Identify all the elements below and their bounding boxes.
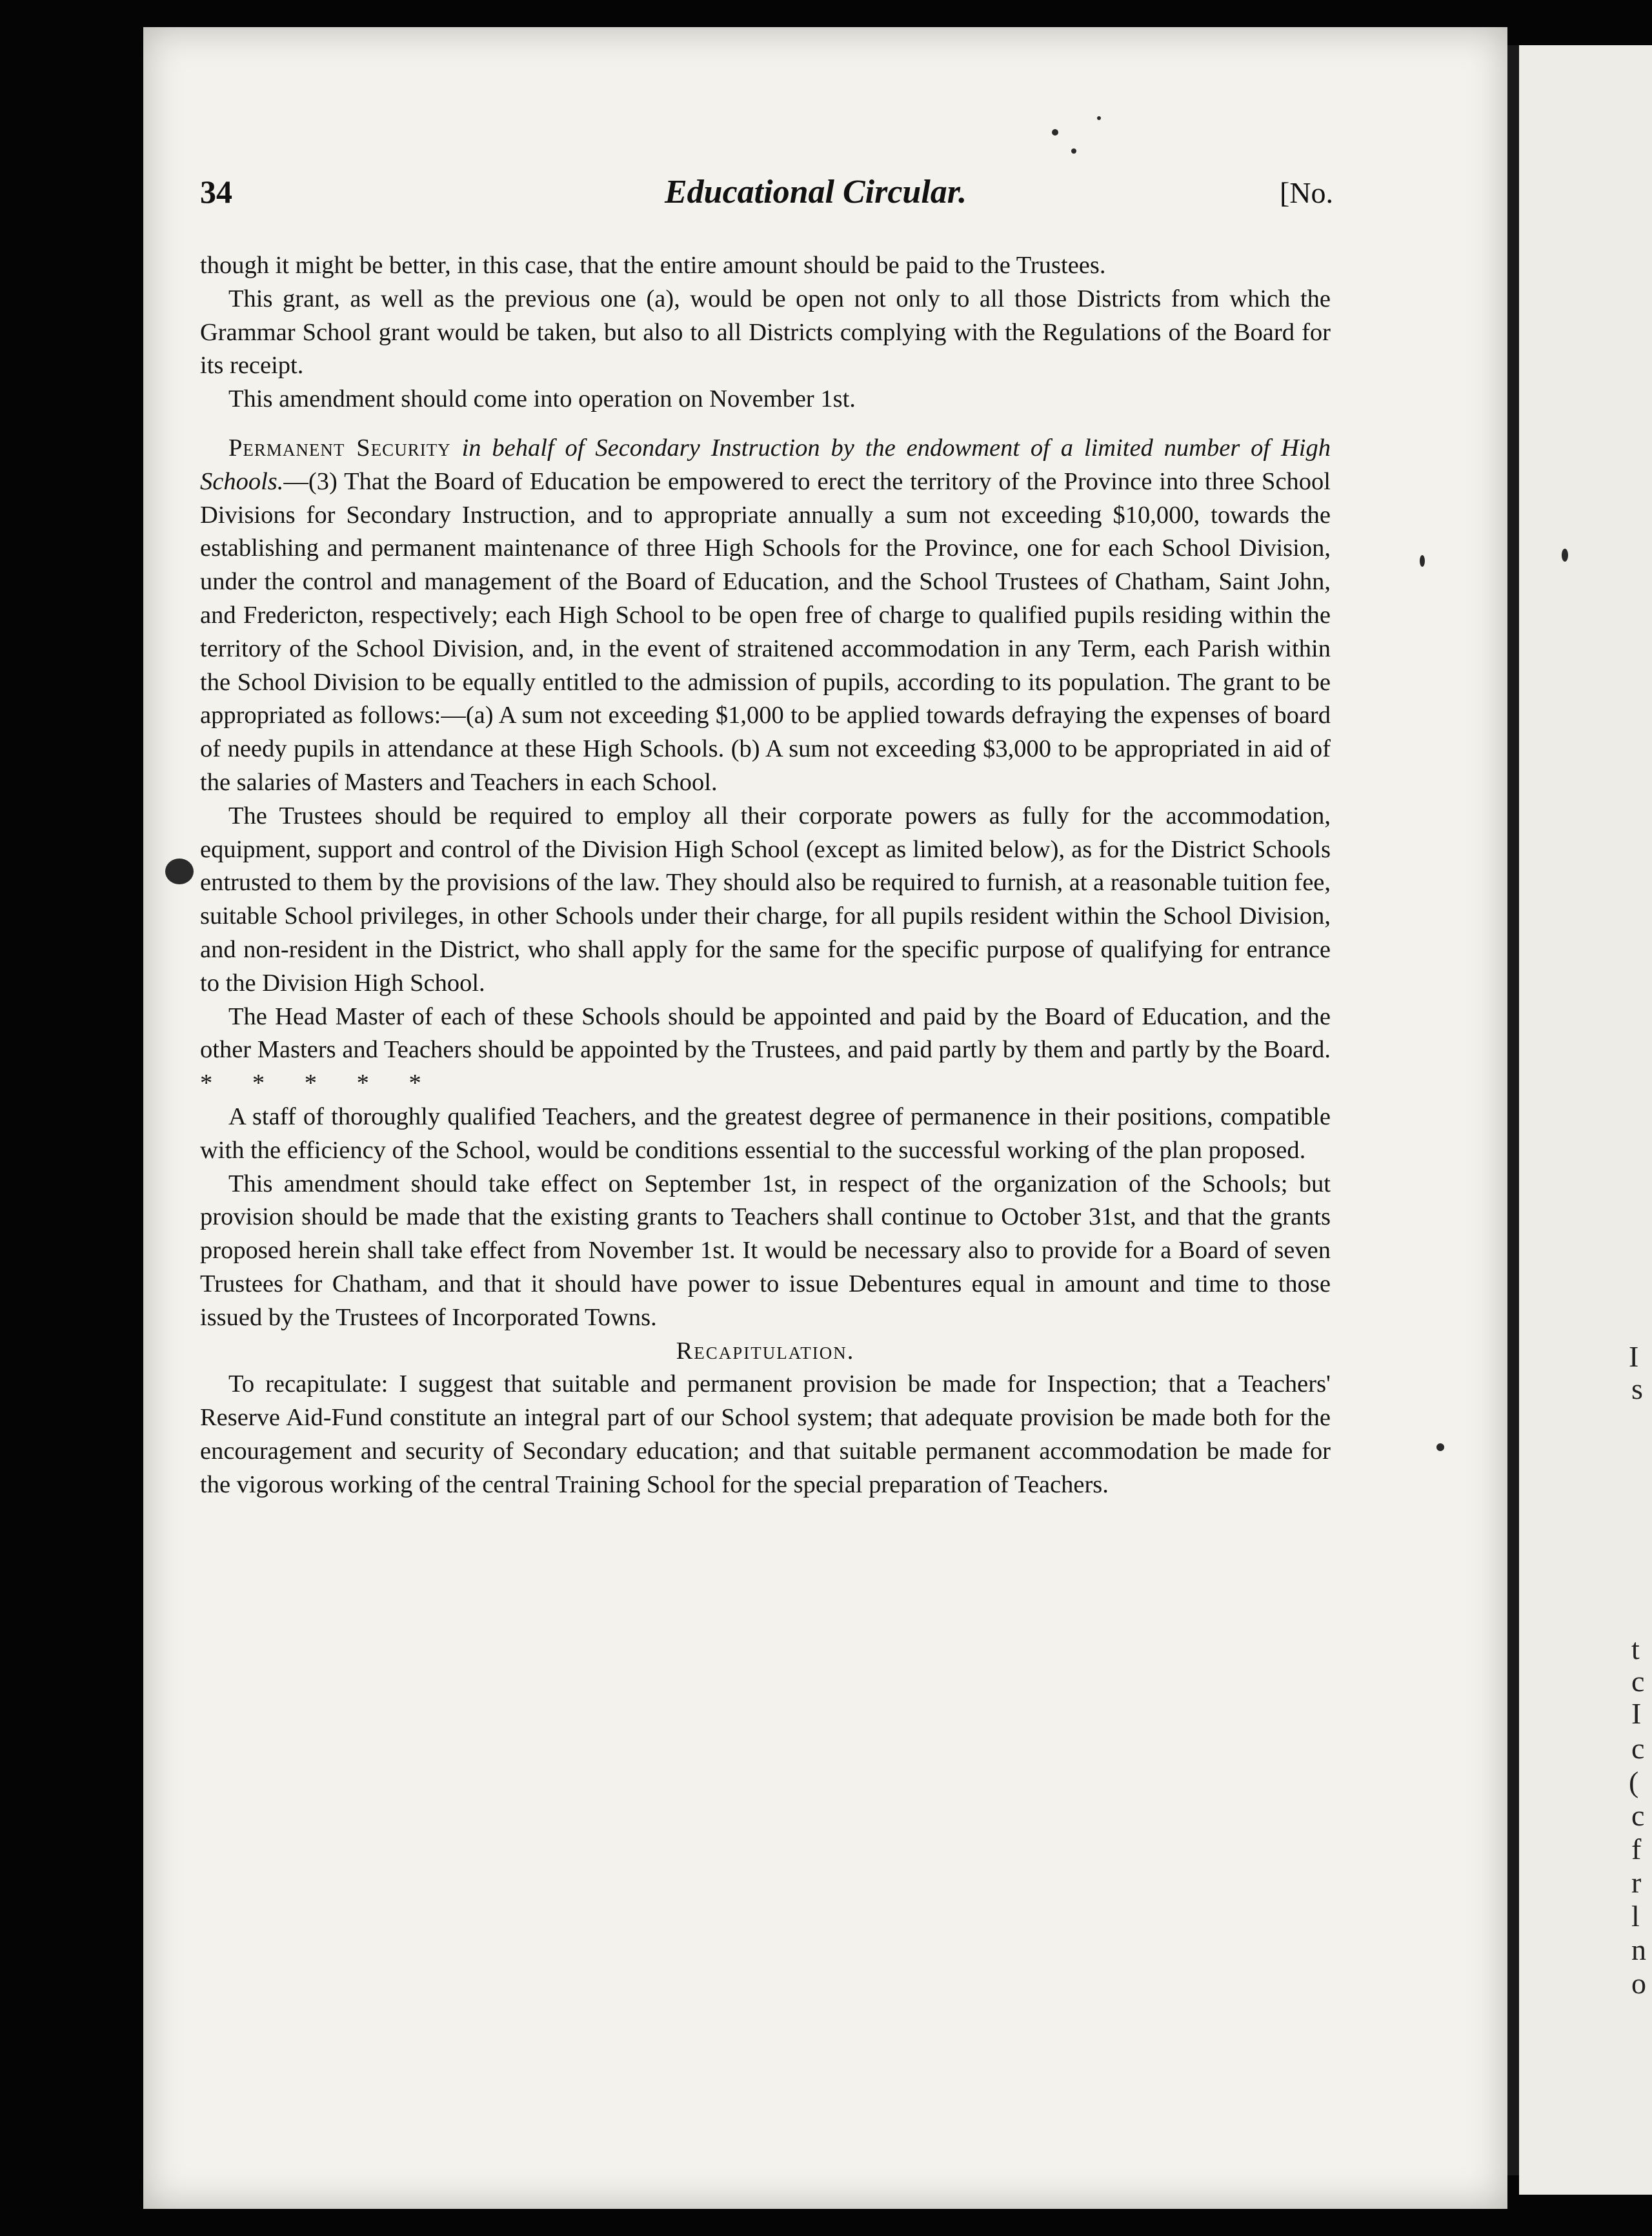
ink-speck: [1071, 148, 1076, 154]
ellipsis-stars: * * * * *: [200, 1070, 438, 1097]
paragraph-lead: Permanent Security: [228, 434, 451, 462]
paragraph: though it might be better, in this case, that the entire amount should be paid to the Trustees.: [200, 252, 1106, 279]
section-heading: Recapitulation.: [676, 1337, 855, 1365]
ink-speck: [1562, 549, 1568, 562]
page-body: [200, 249, 1331, 1501]
paragraph: [200, 1001, 1331, 1101]
issue-label: [No.: [1279, 176, 1333, 209]
ink-speck: [1052, 129, 1058, 136]
facing-page-letter: c: [1631, 1665, 1645, 1698]
facing-page-letter: o: [1631, 1967, 1646, 2000]
facing-page-letter: t: [1631, 1632, 1640, 1665]
facing-page-letter: (: [1629, 1765, 1639, 1798]
ink-speck: [1420, 555, 1425, 567]
page-header: [200, 173, 1333, 218]
facing-page-letter: s: [1631, 1372, 1643, 1405]
paragraph: To recapitulate: I suggest that suitable and permanent provision be made for Inspection; that a Teachers' Reserve Aid-Fund constitute an integral part of our School system; that adequate provision be made both for the encouragement and security of Secondary education; and that suitable permanent accommodation be made for the vigorous working of the central Training School for the special preparation of Teachers.: [200, 1370, 1331, 1498]
facing-page-letter: f: [1631, 1833, 1642, 1865]
paragraph: A staff of thoroughly qualified Teachers, and the greatest degree of permanence in their positions, compatible with the efficiency of the School, would be conditions essential to the successful working of the plan proposed.: [200, 1103, 1331, 1164]
paragraph: The Trustees should be required to employ all their corporate powers as fully for the accommodation, equipment, support and control of the Division High School (except as limited below), as for the District Schools entrusted to them by the provisions of the law. They should also be required to furnish, at a reasonable tuition fee, suitable School privileges, in other Schools under their charge, for all pupils resident within the School Division, and non-resident in the District, who shall apply for the same for the specific purpose of qualifying for entrance to the Division High School.: [200, 802, 1331, 997]
facing-page-letter: r: [1631, 1866, 1642, 1899]
facing-page-letter: c: [1631, 1732, 1645, 1765]
ink-speck: [1436, 1443, 1444, 1451]
facing-page-letter: l: [1631, 1900, 1640, 1933]
running-title: Educational Circular.: [665, 174, 967, 210]
facing-page-strip: [1519, 45, 1652, 2195]
paragraph-italic-heading: in behalf of Secondary Instruction by the endowment of a limited number of High Schools.: [200, 434, 1331, 495]
facing-page-letter: I: [1631, 1697, 1642, 1730]
facing-page-letter: c: [1631, 1799, 1645, 1832]
paragraph-text: —(3) That the Board of Education be empowered to erect the territory of the Province into three School Divisions for Secondary Instruction, and to appropriate annually a sum not exceeding $10,000, towards the establishing and permanent maintenance of three High Schools for the Province, one for each School Division, under the control and management of the Board of Education, and the School Trustees of Chatham, Saint John, and Fredericton, respectively; each High School to be open free of charge to qualified pupils residing within the territory of the School Division, and, in the event of straitened accommodation in any Term, each Parish within the School Division to be equally entitled to the admission of pupils, according to its population. The grant to be appropriated as follows:—(a) A sum not exceeding $1,000 to be applied towards defraying the expenses of board of needy pupils in attendance at these High Schools. (b) A sum not exceeding $3,000 to be appropriated in aid of the salaries of Masters and Teachers in each School.: [200, 467, 1331, 796]
ink-blot: [165, 859, 194, 884]
facing-page-letter: n: [1631, 1933, 1646, 1966]
facing-page-letter: I: [1629, 1340, 1639, 1373]
paragraph: This grant, as well as the previous one (a), would be open not only to all those Districts from which the Grammar School grant would be taken, but also to all Districts complying with the Regulations of the Board for its receipt.: [200, 285, 1331, 380]
paragraph-text: The Head Master of each of these Schools should be appointed and paid by the Board of Education, and the other Masters and Teachers should be appointed by the Trustees, and paid partly by them and partly by the Board.: [200, 1002, 1331, 1064]
paragraph-permanent-security: [200, 432, 1331, 800]
paragraph: This amendment should take effect on September 1st, in respect of the organization of the Schools; but provision should be made that the existing grants to Teachers shall continue to October 31st, and that the grants proposed herein shall take effect from November 1st. It would be necessary also to provide for a Board of seven Trustees for Chatham, and that it should have power to issue Debentures equal in amount and time to those issued by the Trustees of Incorporated Towns.: [200, 1170, 1331, 1331]
paragraph: This amendment should come into operation on November 1st.: [228, 385, 856, 413]
ink-speck: [1097, 116, 1101, 120]
page-number: 34: [200, 174, 232, 210]
binding-gutter: [1507, 45, 1519, 2175]
